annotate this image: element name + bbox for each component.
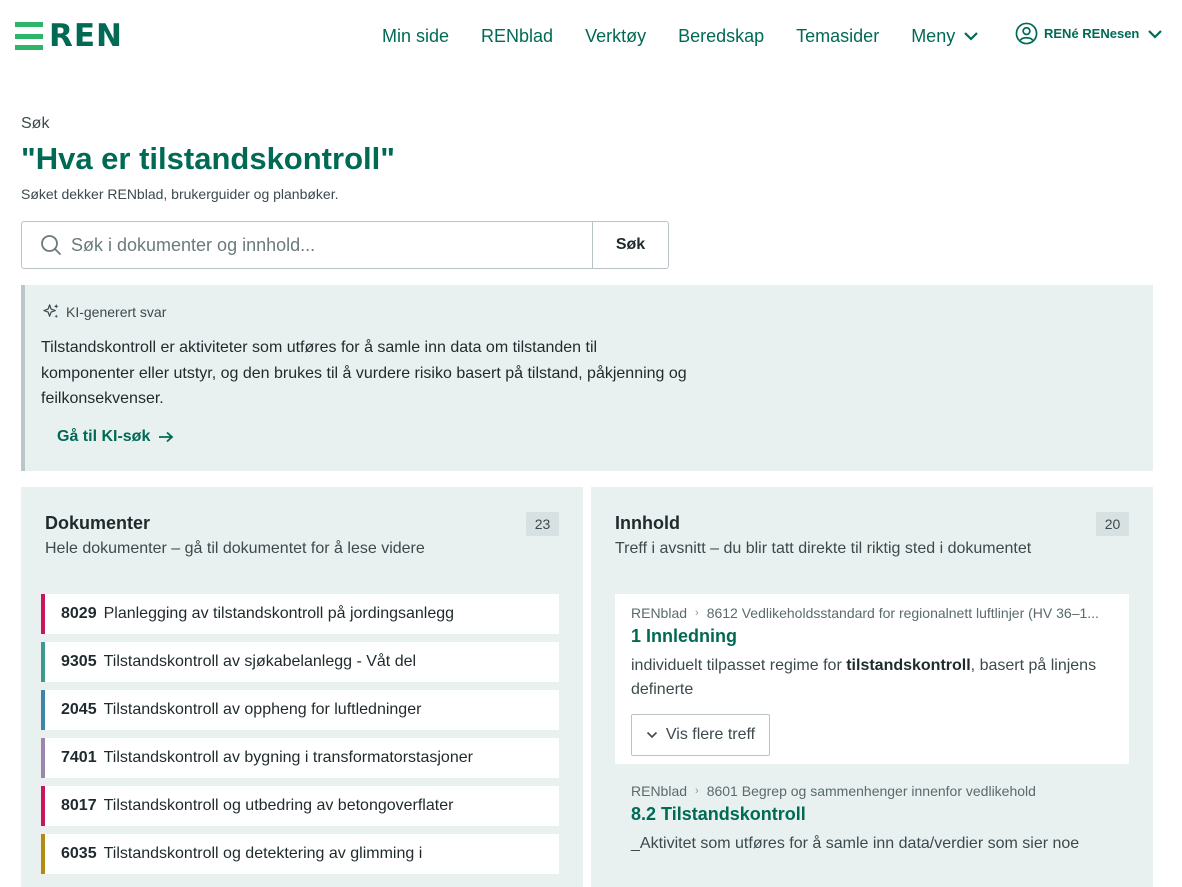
- document-list-item[interactable]: [41, 594, 559, 634]
- document-title: Tilstandskontroll av sjøkabelanlegg - Våt del: [103, 653, 417, 670]
- document-number: 8017: [61, 797, 97, 814]
- chevron-down-icon: [646, 731, 658, 739]
- hit-document: 8601 Begrep og sammenhenger innenfor vedlikehold: [706, 783, 1036, 799]
- ai-answer-box: [21, 285, 1153, 471]
- logo-text: REN: [49, 18, 123, 54]
- document-list-item[interactable]: [41, 738, 559, 778]
- documents-panel: [21, 487, 583, 887]
- hit-document: 8612 Vedlikeholdsstandard for regionalnett luftlinjer (HV 36–1...: [706, 605, 1099, 621]
- nav-temasider[interactable]: Temasider: [796, 26, 880, 46]
- document-number: 8029: [61, 605, 97, 622]
- hit-heading[interactable]: 8.2 Tilstandskontroll: [631, 804, 806, 824]
- logo-bars-icon: [15, 22, 43, 50]
- hit-breadcrumb: [631, 605, 1113, 621]
- nav-min-side[interactable]: Min side: [382, 26, 450, 46]
- content-subtitle: Treff i avsnitt – du blir tatt direkte til riktig sted i dokumentet: [615, 540, 1032, 557]
- document-list-item[interactable]: [41, 690, 559, 730]
- document-title: Planlegging av tilstandskontroll på jordingsanlegg: [103, 605, 455, 622]
- nav-beredskap[interactable]: Beredskap: [678, 26, 765, 46]
- search-form: [21, 221, 669, 269]
- hit-snippet: _Aktivitet som utføres for å samle inn data/verdier som sier noe: [631, 835, 1080, 852]
- user-icon: [1015, 22, 1038, 45]
- search-button[interactable]: Søk: [592, 222, 668, 268]
- content-hit-card[interactable]: [615, 594, 1129, 764]
- chevron-down-icon: [1147, 29, 1163, 39]
- documents-count-badge: 23: [526, 512, 559, 536]
- search-input[interactable]: [71, 235, 571, 256]
- documents-title: Dokumenter: [45, 513, 151, 533]
- ai-search-link-label: Gå til KI-søk: [57, 428, 151, 445]
- ren-logo[interactable]: [15, 18, 123, 54]
- breadcrumb[interactable]: Søk: [21, 115, 50, 132]
- content-count-badge: 20: [1096, 512, 1129, 536]
- chevron-down-icon: [963, 31, 979, 41]
- nav-renblad[interactable]: RENblad: [481, 26, 554, 46]
- sparkle-icon: [43, 303, 60, 320]
- arrow-right-icon: [158, 431, 174, 443]
- page-title: "Hva er tilstandskontroll": [21, 141, 395, 176]
- user-menu[interactable]: [1015, 22, 1163, 45]
- hit-breadcrumb: [631, 783, 1113, 799]
- nav-verktoy[interactable]: Verktøy: [585, 26, 647, 46]
- document-list-item[interactable]: [41, 786, 559, 826]
- hit-heading[interactable]: 1 Innledning: [631, 626, 737, 646]
- document-title: Tilstandskontroll av oppheng for luftledninger: [103, 701, 422, 718]
- document-title: Tilstandskontroll og utbedring av betongoverflater: [103, 797, 454, 814]
- document-list-item[interactable]: [41, 642, 559, 682]
- show-more-label: Vis flere treff: [665, 726, 756, 743]
- nav-menu-button[interactable]: [911, 24, 979, 48]
- document-number: 9305: [61, 653, 97, 670]
- menu-label: Meny: [911, 26, 956, 46]
- chevron-right-icon: ›: [695, 607, 699, 619]
- document-number: 2045: [61, 701, 97, 718]
- ai-label: [43, 303, 166, 320]
- hit-source: RENblad: [631, 605, 688, 621]
- main-nav: [382, 24, 1015, 48]
- document-title: Tilstandskontroll og detektering av glimming i: [103, 845, 423, 862]
- chevron-right-icon: ›: [695, 785, 699, 797]
- document-title: Tilstandskontroll av bygning i transformatorstasjoner: [103, 749, 473, 766]
- document-number: 7401: [61, 749, 97, 766]
- documents-subtitle: Hele dokumenter – gå til dokumentet for å lese videre: [45, 540, 425, 557]
- document-number: 6035: [61, 845, 97, 862]
- ai-answer-text: Tilstandskontroll er aktiviteter som utføres for å samle inn data om tilstanden til komponenter eller utstyr, og den brukes til å vurdere risiko basert på tilstand, påkjenning og feilkonsekvenser.: [41, 339, 687, 407]
- search-icon: [40, 234, 62, 256]
- hit-snippet: individuelt tilpasset regime for tilstandskontroll, basert på linjens definerte: [631, 657, 1097, 698]
- ai-label-text: KI-generert svar: [66, 303, 167, 320]
- user-name: RENé RENesen: [1044, 26, 1140, 41]
- documents-list: [41, 594, 559, 882]
- search-scope-note: Søket dekker RENblad, brukerguider og planbøker.: [21, 186, 339, 202]
- content-panel: [591, 487, 1153, 887]
- site-header: [0, 0, 1182, 72]
- search-field[interactable]: [22, 222, 592, 268]
- show-more-hits-button[interactable]: [631, 714, 770, 756]
- ai-search-link[interactable]: [57, 428, 174, 446]
- content-title: Innhold: [615, 513, 680, 533]
- hit-source: RENblad: [631, 783, 688, 799]
- hit-highlight: tilstandskontroll: [846, 657, 971, 674]
- document-list-item[interactable]: [41, 834, 559, 874]
